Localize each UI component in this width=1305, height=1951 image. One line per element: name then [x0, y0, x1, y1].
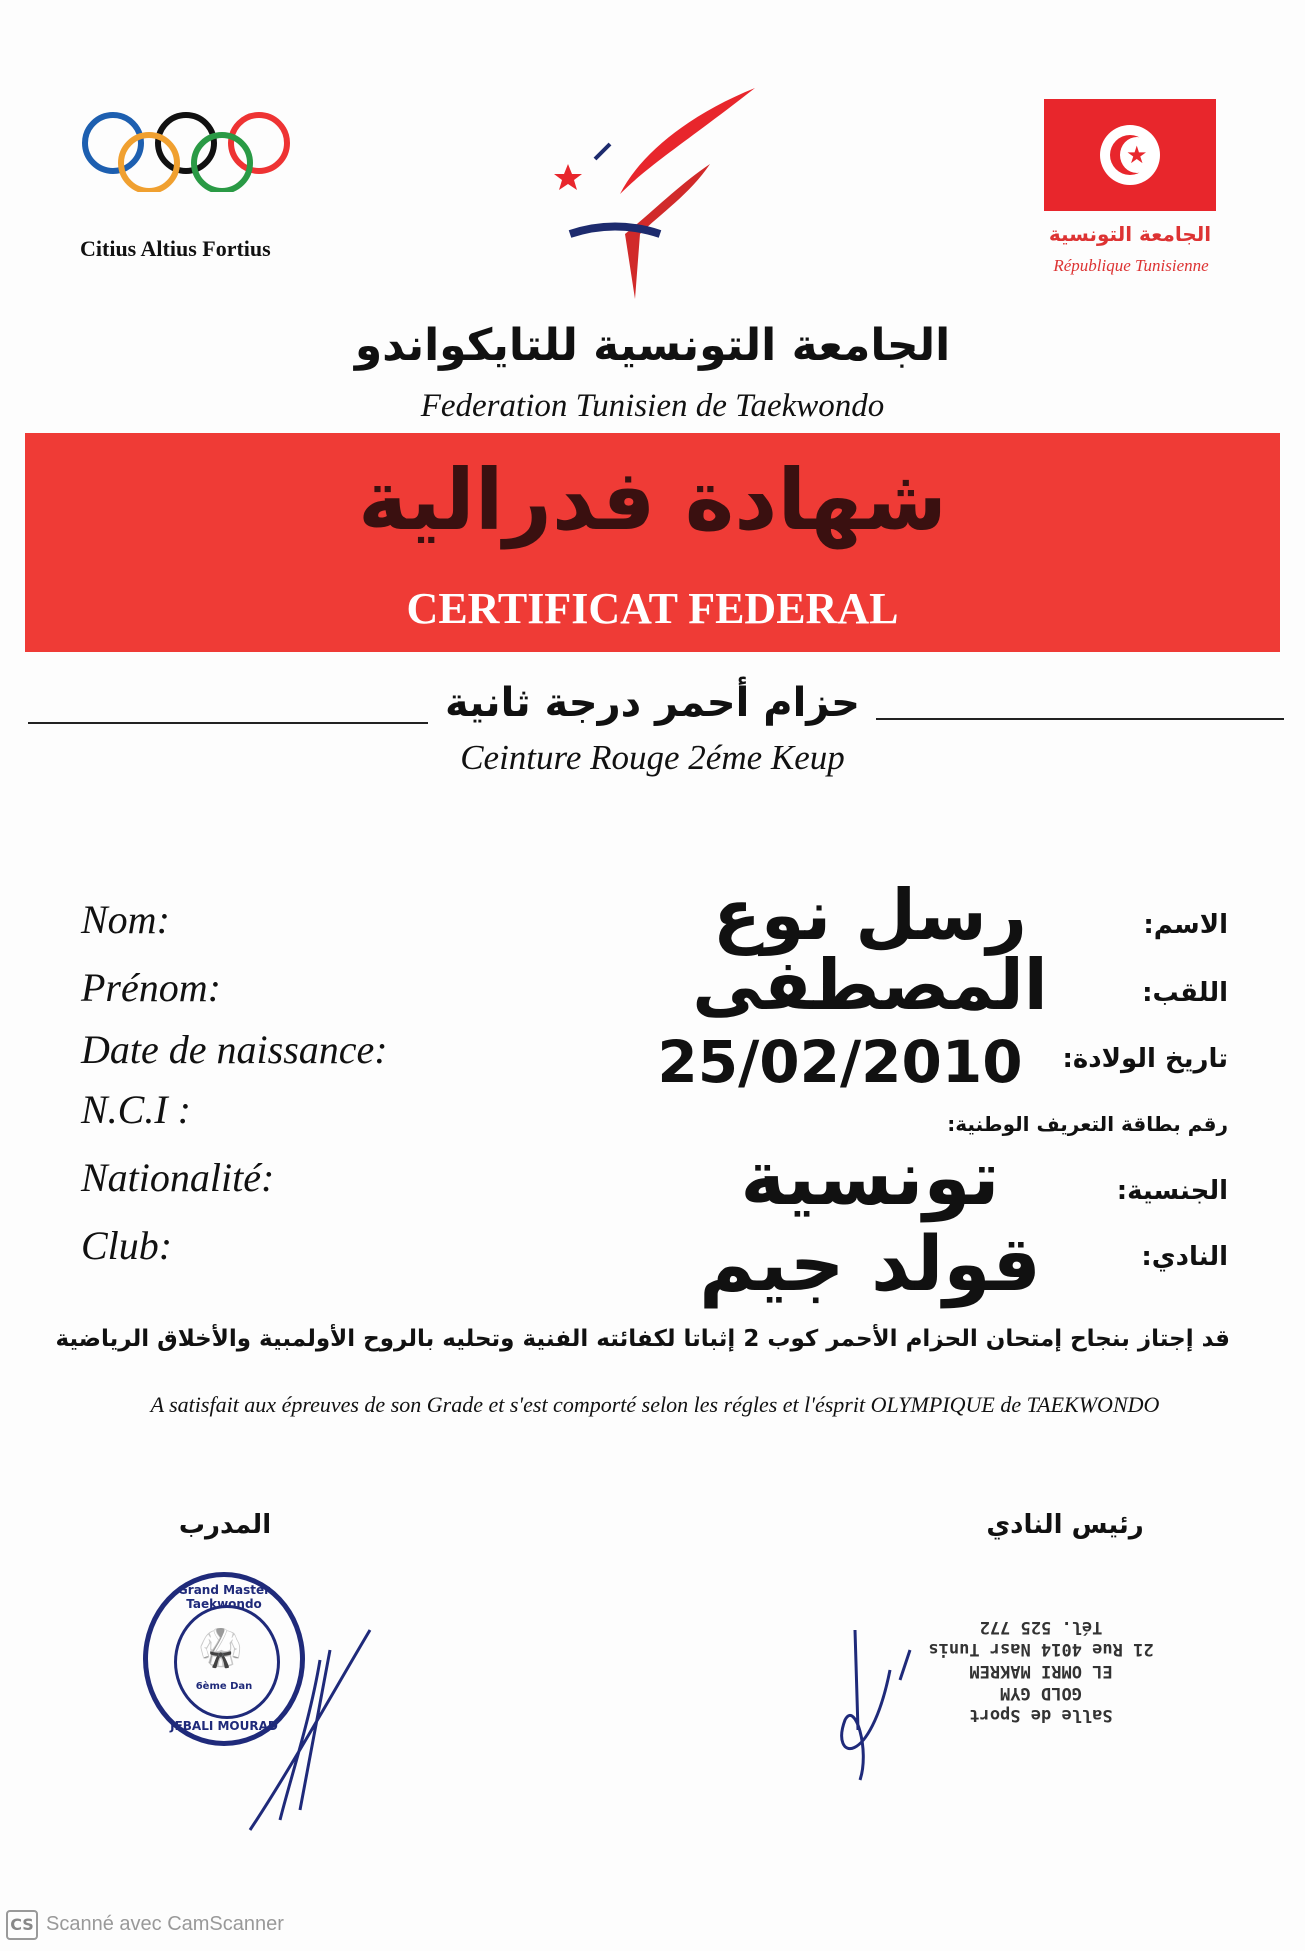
- club-stamp-line: Salle de Sport: [969, 1705, 1113, 1725]
- field-label-club: Club:: [81, 1223, 173, 1268]
- olympic-motto: Citius Altius Fortius: [80, 236, 271, 261]
- camscanner-badge: CS: [6, 1910, 38, 1940]
- club-president-label: رئيس النادي: [986, 1510, 1144, 1540]
- republic-ar: الجامعة التونسية: [1048, 222, 1212, 246]
- club-stamp-line: EL OMRI MAKREM: [969, 1661, 1113, 1681]
- divider-left: [28, 722, 428, 724]
- field-value-date: 25/02/2010: [657, 1028, 1023, 1096]
- coach-stamp-center-text: 6ème Dan: [195, 1681, 253, 1692]
- coach-signature: [230, 1620, 390, 1840]
- coach-label: المدرب: [178, 1510, 272, 1540]
- field-value-nationalite: تونسية: [740, 1133, 1000, 1222]
- field-label-ar-prenom: اللقب:: [1142, 978, 1228, 1008]
- field-label-nom: Nom:: [81, 897, 170, 942]
- field-value-nom: رسل نوع: [713, 874, 1027, 956]
- coach-stamp-bottom-text: JEBALI MOURAD: [170, 1719, 278, 1733]
- field-label-ar-date: تاريخ الولادة:: [1062, 1044, 1228, 1074]
- club-stamp-line: 21 Rue 4014 Nasr Tunis: [928, 1639, 1154, 1659]
- field-value-prenom: المصطفى: [692, 944, 1048, 1026]
- grade-ar: حزام أحمر درجة ثانية: [444, 680, 861, 726]
- title-banner: [25, 433, 1280, 652]
- field-label-ar-nci: رقم بطاقة التعريف الوطنية:: [947, 1112, 1228, 1136]
- field-value-club: قولد جيم: [699, 1219, 1041, 1308]
- field-label-ar-nationalite: الجنسية:: [1116, 1176, 1228, 1206]
- statement-ar: قد إجتاز بنجاح إمتحان الحزام الأحمر كوب 2 إثباتا لكفائته الفنية وتحليه بالروح الأولمبية والأخلاق الرياضية: [55, 1326, 1230, 1352]
- certificate-title-ar: شهادة فدرالية: [358, 451, 947, 549]
- federation-name-ar: الجامعة التونسية للتايكواندو: [354, 320, 951, 371]
- field-label-ar-nom: الاسم:: [1143, 910, 1228, 940]
- field-label-date: Date de naissance:: [81, 1027, 388, 1072]
- tunisia-flag: [1044, 99, 1216, 211]
- certificate-title-fr: CERTIFICAT FEDERAL: [406, 584, 899, 633]
- field-label-ar-club: النادي:: [1141, 1242, 1228, 1272]
- grade-fr: Ceinture Rouge 2éme Keup: [460, 738, 845, 777]
- federation-name-fr: Federation Tunisien de Taekwondo: [420, 388, 885, 424]
- fighters-icon: 🥋: [198, 1628, 243, 1669]
- field-label-nci: N.C.I :: [81, 1087, 191, 1132]
- divider-right: [876, 718, 1284, 720]
- olympic-rings-logo: [78, 108, 298, 192]
- star-icon: ★: [1126, 141, 1148, 169]
- statement-fr: A satisfait aux épreuves de son Grade et s'est comporté selon les régles et l'ésprit OLYMPIQUE de TAEKWONDO: [150, 1392, 1160, 1417]
- club-stamp-line: GOLD GYM: [1000, 1683, 1082, 1703]
- club-stamp-line: Tél. 525 772: [979, 1617, 1103, 1637]
- taekwondo-federation-logo: [540, 84, 770, 304]
- camscanner-text: Scanné avec CamScanner: [46, 1913, 284, 1935]
- republic-fr: République Tunisienne: [1053, 256, 1209, 275]
- club-president-signature: [830, 1620, 940, 1790]
- field-label-nationalite: Nationalité:: [81, 1155, 275, 1200]
- coach-stamp-top-text: Grand Master Taekwondo: [177, 1583, 271, 1611]
- field-label-prenom: Prénom:: [81, 965, 221, 1010]
